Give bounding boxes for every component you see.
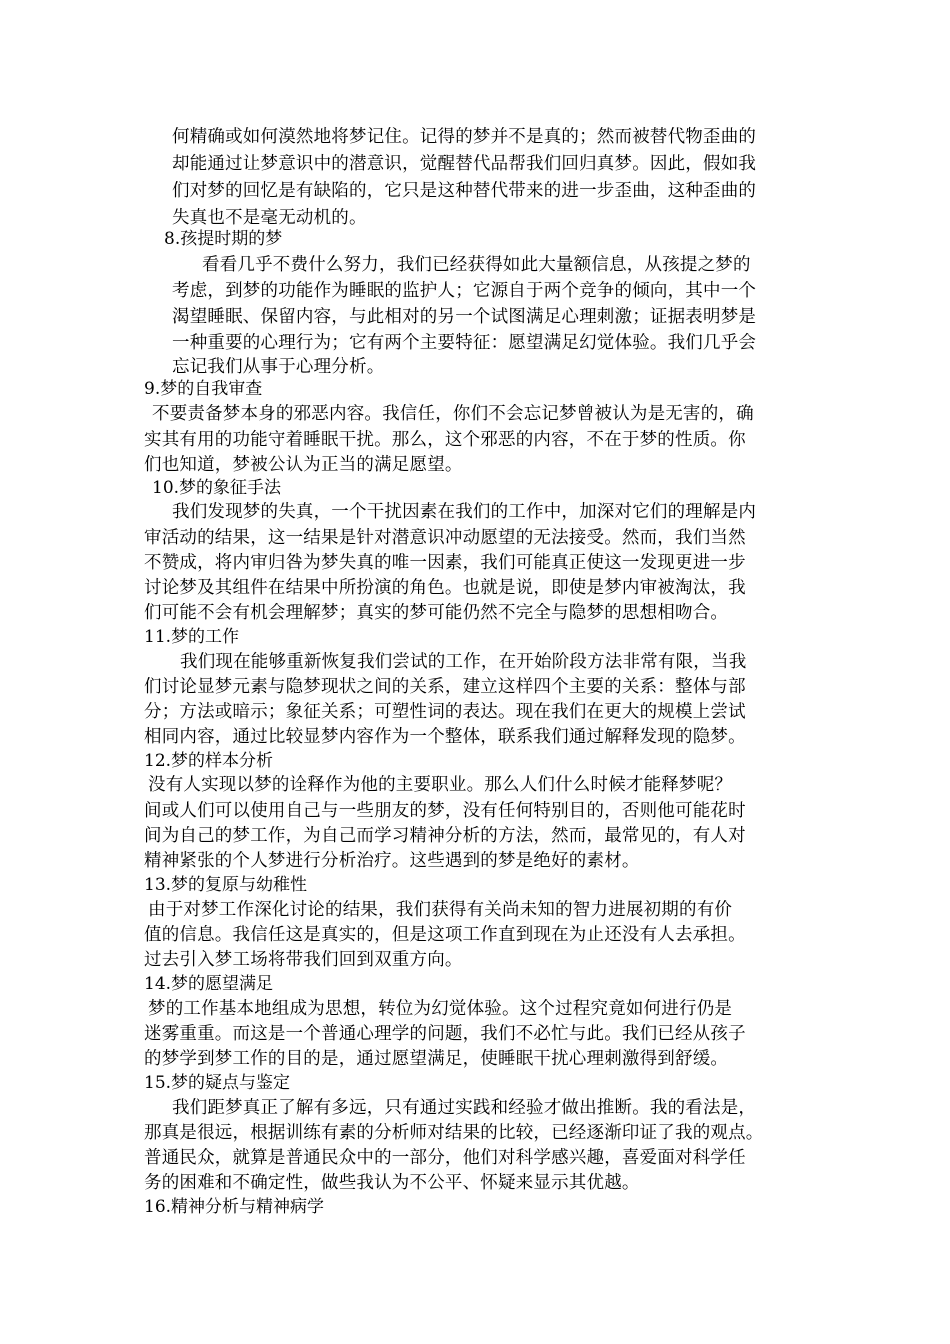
paragraph-line: 精神紧张的个人梦进行分析治疗。这些遇到的梦是绝好的素材。 [144, 851, 640, 871]
paragraph-line: 普通民众，就算是普通民众中的一部分，他们对科学感兴趣，喜爱面对科学任 [144, 1148, 746, 1168]
paragraph-line: 看看几乎不费什么努力，我们已经获得如此大量额信息，从孩提之梦的 [202, 255, 751, 275]
paragraph-line: 我们发现梦的失真，一个干扰因素在我们的工作中，加深对它们的理解是内 [172, 502, 757, 522]
paragraph-line: 由于对梦工作深化讨论的结果，我们获得有关尚未知的智力进展初期的有价 [148, 900, 733, 920]
paragraph-line: 却能通过让梦意识中的潜意识，觉醒替代品帮我们回归真梦。因此，假如我 [172, 154, 757, 174]
paragraph-line: 渴望睡眠、保留内容，与此相对的另一个试图满足心理刺激；证据表明梦是 [172, 307, 757, 327]
section-heading: 16.精神分析与精神病学 [144, 1197, 325, 1217]
paragraph-line: 忘记我们从事于心理分析。 [172, 357, 385, 377]
paragraph-line: 分；方法或暗示；象征关系；可塑性词的表达。现在我们在更大的规模上尝试 [144, 702, 746, 722]
paragraph-line: 实其有用的功能守着睡眠干扰。那么，这个邪恶的内容，不在于梦的性质。你 [144, 430, 746, 450]
section-heading: 9.梦的自我审查 [144, 379, 263, 399]
paragraph-line: 间或人们可以使用自己与一些朋友的梦，没有任何特别目的，否则他可能花时 [144, 801, 746, 821]
section-heading: 15.梦的疑点与鉴定 [144, 1073, 291, 1093]
paragraph-line: 迷雾重重。而这是一个普通心理学的问题，我们不必忙与此。我们已经从孩子 [144, 1024, 746, 1044]
paragraph-line: 考虑，到梦的功能作为睡眠的监护人；它源自于两个竞争的倾向，其中一个 [172, 281, 757, 301]
section-heading: 10.梦的象征手法 [152, 478, 282, 498]
paragraph-line: 间为自己的梦工作，为自己而学习精神分析的方法，然而，最常见的，有人对 [144, 826, 746, 846]
paragraph-line: 那真是很远，根据训练有素的分析师对结果的比较，已经逐渐印证了我的观点。 [144, 1123, 764, 1143]
paragraph-line: 不要责备梦本身的邪恶内容。我信任，你们不会忘记梦曾被认为是无害的，确 [152, 404, 754, 424]
section-heading: 8.孩提时期的梦 [164, 229, 283, 249]
paragraph-line: 何精确或如何漠然地将梦记住。记得的梦并不是真的；然而被替代物歪曲的 [172, 127, 757, 147]
paragraph-line: 审活动的结果，这一结果是针对潜意识冲动愿望的无法接受。然而，我们当然 [144, 528, 746, 548]
paragraph-line: 们对梦的回忆是有缺陷的，它只是这种替代带来的进一步歪曲，这种歪曲的 [172, 181, 757, 201]
section-heading: 13.梦的复原与幼稚性 [144, 875, 308, 895]
paragraph-line: 梦的工作基本地组成为思想，转位为幻觉体验。这个过程究竟如何进行仍是 [148, 999, 733, 1019]
paragraph-line: 们可能不会有机会理解梦；真实的梦可能仍然不完全与隐梦的思想相吻合。 [144, 603, 729, 623]
paragraph-line: 一种重要的心理行为；它有两个主要特征：愿望满足幻觉体验。我们几乎会 [172, 333, 757, 353]
section-heading: 12.梦的样本分析 [144, 751, 274, 771]
paragraph-line: 我们距梦真正了解有多远，只有通过实践和经验才做出推断。我的看法是， [172, 1098, 757, 1118]
paragraph-line: 过去引入梦工场将带我们回到双重方向。 [144, 950, 463, 970]
paragraph-line: 讨论梦及其组件在结果中所扮演的角色。也就是说，即使是梦内审被淘汰，我 [144, 578, 746, 598]
paragraph-line: 们讨论显梦元素与隐梦现状之间的关系，建立这样四个主要的关系：整体与部 [144, 677, 746, 697]
paragraph-line: 相同内容，通过比较显梦内容作为一个整体，联系我们通过解释发现的隐梦。 [144, 727, 746, 747]
paragraph-line: 不赞成，将内审归咎为梦失真的唯一因素，我们可能真正使这一发现更进一步 [144, 553, 746, 573]
paragraph-line: 们也知道，梦被公认为正当的满足愿望。 [144, 455, 463, 475]
paragraph-line: 值的信息。我信任这是真实的，但是这项工作直到现在为止还没有人去承担。 [144, 925, 746, 945]
paragraph-line: 失真也不是毫无动机的。 [172, 208, 367, 228]
section-heading: 14.梦的愿望满足 [144, 974, 274, 994]
section-heading: 11.梦的工作 [144, 627, 240, 647]
paragraph-line: 的梦学到梦工作的目的是，通过愿望满足，使睡眠干扰心理刺激得到舒缓。 [144, 1049, 729, 1069]
paragraph-line: 我们现在能够重新恢复我们尝试的工作，在开始阶段方法非常有限，当我 [180, 652, 747, 672]
paragraph-line: 务的困难和不确定性，做些我认为不公平、怀疑来显示其优越。 [144, 1173, 640, 1193]
paragraph-line: 没有人实现以梦的诠释作为他的主要职业。那么人们什么时候才能释梦呢？ [148, 775, 733, 795]
